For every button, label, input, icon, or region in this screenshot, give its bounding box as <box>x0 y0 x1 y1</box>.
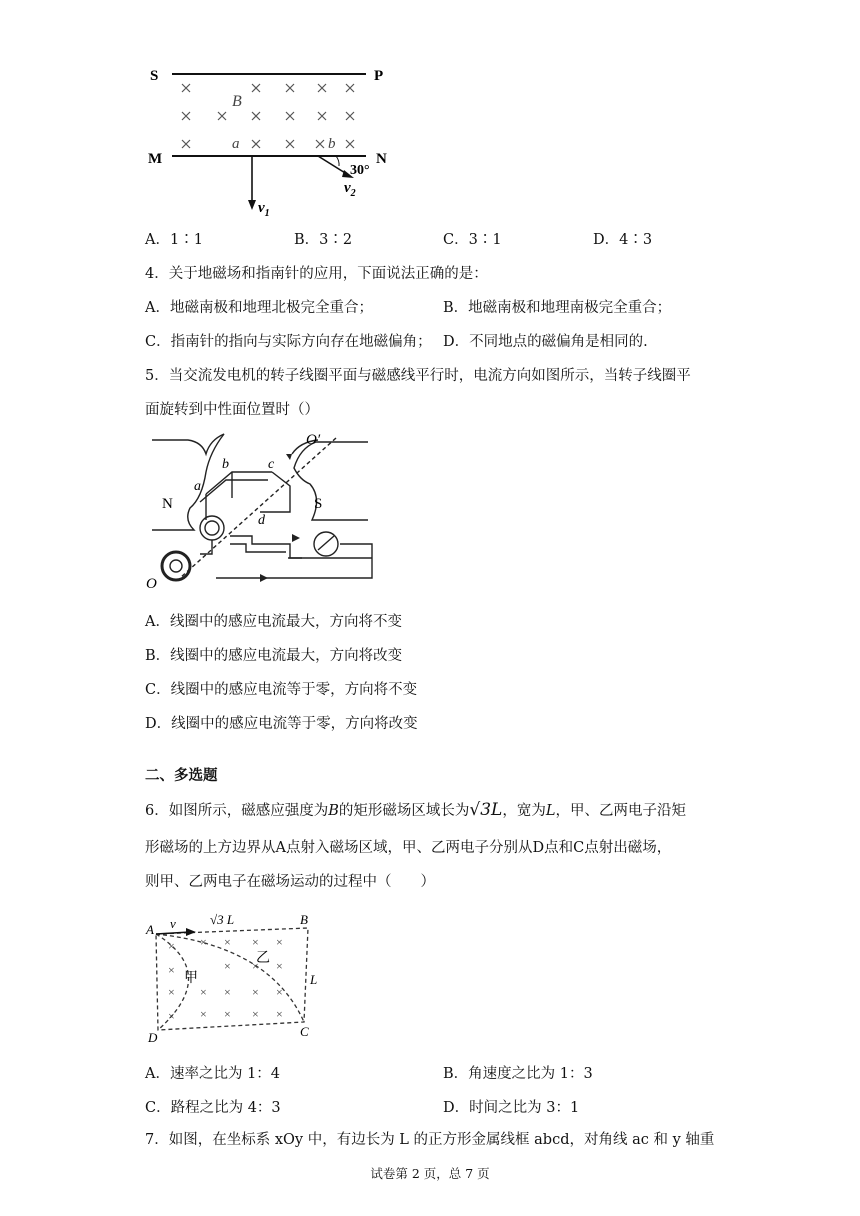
svg-text:×: × <box>224 985 231 999</box>
label-N: N <box>376 151 387 167</box>
label-O-prime: O′ <box>306 432 321 448</box>
q3-option-a: A．1∶1 <box>145 232 203 248</box>
q6-option-d: D．时间之比为 3：1 <box>443 1100 580 1116</box>
figure-ac-generator <box>140 428 380 598</box>
svg-text:×: × <box>276 985 283 999</box>
label-B-field: B <box>232 93 242 110</box>
q4-option-d: D．不同地点的磁偏角是相同的. <box>443 334 648 350</box>
svg-text:×: × <box>200 985 207 999</box>
figure-magnetic-field <box>140 60 400 220</box>
label-S-pole: S <box>314 496 323 512</box>
label-P: P <box>374 68 384 84</box>
label-angle: 30° <box>350 163 370 178</box>
svg-text:×: × <box>224 959 231 973</box>
svg-text:×: × <box>224 935 231 949</box>
svg-text:×: × <box>276 1007 283 1021</box>
q5-option-b: B．线圈中的感应电流最大，方向将改变 <box>145 648 403 664</box>
q7-stem: 7．如图，在坐标系 xOy 中，有边长为 L 的正方形金属线框 abcd，对角线 ac 和 y 轴重 <box>145 1132 715 1148</box>
q6-option-a: A．速率之比为 1：4 <box>145 1066 281 1082</box>
label-M: M <box>148 151 163 167</box>
label-length: √3 L <box>210 912 235 927</box>
label-O: O <box>146 576 157 592</box>
q5-stem-line1: 5．当交流发电机的转子线圈平面与磁感线平行时，电流方向如图所示，当转子线圈平 <box>145 368 691 384</box>
q4-option-c: C．指南针的指向与实际方向存在地磁偏角； <box>145 334 432 350</box>
label-coil-b: b <box>222 457 229 472</box>
label-a: a <box>232 136 240 152</box>
label-jia: 甲 <box>184 971 198 986</box>
svg-text:×: × <box>252 959 259 973</box>
q6-option-c: C．路程之比为 4：3 <box>145 1100 281 1116</box>
svg-text:×: × <box>168 985 175 999</box>
label-C: C <box>300 1024 309 1039</box>
q5-option-d: D．线圈中的感应电流等于零，方向将改变 <box>145 716 418 732</box>
label-v2: $v_2$ <box>344 180 356 199</box>
label-D: D <box>148 1030 158 1045</box>
svg-text:×: × <box>276 959 283 973</box>
label-B-corner: B <box>300 912 308 927</box>
q5-option-a: A．线圈中的感应电流最大，方向将不变 <box>145 614 402 630</box>
label-coil-c: c <box>268 457 275 472</box>
label-N-pole: N <box>162 496 173 512</box>
label-b: b <box>328 136 336 152</box>
q3-option-d: D．4∶3 <box>593 232 653 248</box>
svg-text:×: × <box>252 1007 259 1021</box>
svg-text:×: × <box>252 985 259 999</box>
label-coil-a: a <box>194 479 201 494</box>
q6-stem-line3: 则甲、乙两电子在磁场运动的过程中（ ） <box>145 874 435 890</box>
svg-text:×: × <box>168 939 175 953</box>
svg-text:×: × <box>168 963 175 977</box>
q5-stem-line2: 面旋转到中性面位置时（） <box>145 402 319 418</box>
label-A: A <box>146 922 154 937</box>
q3-option-b: B．3∶2 <box>294 232 353 248</box>
q6-option-b: B．角速度之比为 1：3 <box>443 1066 593 1082</box>
label-v1: $v_1$ <box>258 200 270 219</box>
label-coil-d: d <box>258 513 265 528</box>
q4-option-a: A．地磁南极和地理北极完全重合； <box>145 300 373 316</box>
label-S: S <box>150 68 159 84</box>
q4-option-b: B．地磁南极和地理南极完全重合； <box>443 300 672 316</box>
section-title: 二、多选题 <box>145 767 218 784</box>
figure-rectangular-field <box>140 906 340 1046</box>
svg-text:×: × <box>224 1007 231 1021</box>
page-footer: 试卷第 2 页，总 7 页 <box>370 1166 490 1181</box>
q4-stem: 4．关于地磁场和指南针的应用，下面说法正确的是： <box>145 266 488 282</box>
svg-text:×: × <box>168 1009 175 1023</box>
svg-text:×: × <box>252 935 259 949</box>
q6-stem-line2: 形磁场的上方边界从A点射入磁场区域，甲、乙两电子分别从D点和C点射出磁场， <box>145 840 672 856</box>
svg-text:×: × <box>276 935 283 949</box>
svg-text:×: × <box>200 935 207 949</box>
label-v: v <box>170 916 176 931</box>
q3-option-c: C．3∶1 <box>443 232 502 248</box>
q5-option-c: C．线圈中的感应电流等于零，方向将不变 <box>145 682 418 698</box>
q6-stem-line1: 6．如图所示，磁感应强度为B的矩形磁场区域长为√3L，宽为L，甲、乙两电子沿矩 <box>145 800 686 820</box>
svg-text:×: × <box>200 1007 207 1021</box>
label-width: L <box>310 972 318 987</box>
label-yi: 乙 <box>256 951 270 966</box>
